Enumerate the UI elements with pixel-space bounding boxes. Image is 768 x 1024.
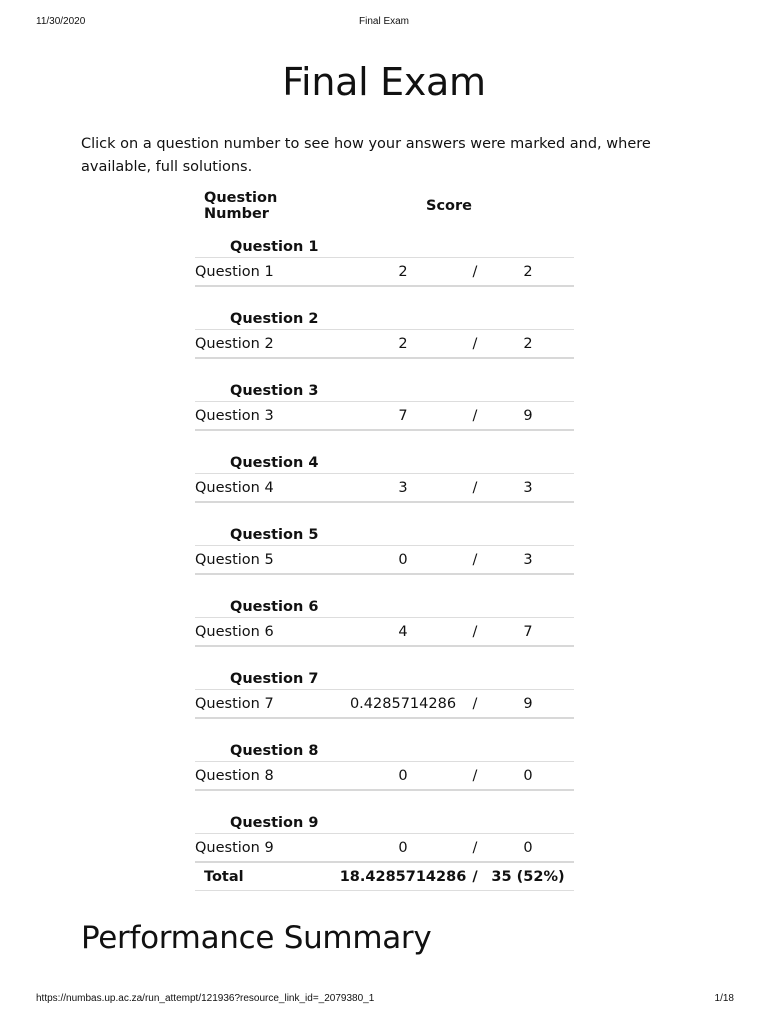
question-row[interactable] — [195, 618, 574, 647]
page-title: Final Exam — [282, 60, 486, 104]
column-header-question-number: Question Number — [204, 190, 278, 222]
question-row[interactable] — [195, 546, 574, 575]
total-slash: / — [468, 862, 482, 891]
score-separator: / — [468, 690, 482, 719]
question-score: 7 — [338, 402, 468, 431]
question-score: 0.4285714286 — [338, 690, 468, 719]
print-footer — [0, 993, 768, 1009]
score-separator: / — [468, 474, 482, 503]
question-group-row — [195, 430, 574, 474]
question-link[interactable]: Question 9 — [195, 834, 338, 863]
question-group-row — [195, 502, 574, 546]
question-group-row — [195, 286, 574, 330]
question-max-marks: 7 — [482, 618, 574, 647]
question-group-heading: Question 4 — [195, 430, 574, 474]
question-row[interactable] — [195, 834, 574, 863]
question-score: 3 — [338, 474, 468, 503]
score-separator: / — [468, 330, 482, 359]
question-link[interactable]: Question 4 — [195, 474, 338, 503]
question-score: 0 — [338, 834, 468, 863]
question-row[interactable] — [195, 402, 574, 431]
column-header-score: Score — [426, 198, 472, 214]
question-row[interactable] — [195, 258, 574, 287]
question-link[interactable]: Question 2 — [195, 330, 338, 359]
question-row[interactable] — [195, 762, 574, 791]
table-header-row — [195, 190, 574, 222]
question-score: 0 — [338, 762, 468, 791]
question-score: 4 — [338, 618, 468, 647]
question-link[interactable]: Question 1 — [195, 258, 338, 287]
print-url: https://numbas.up.ac.za/run_attempt/121936?resource_link_id=_2079380_1 — [36, 993, 375, 1004]
question-group-row — [195, 222, 574, 258]
question-score: 2 — [338, 258, 468, 287]
question-max-marks: 0 — [482, 834, 574, 863]
question-score: 0 — [338, 546, 468, 575]
question-max-marks: 9 — [482, 690, 574, 719]
question-link[interactable]: Question 5 — [195, 546, 338, 575]
question-max-marks: 3 — [482, 546, 574, 575]
print-page-title: Final Exam — [358, 16, 409, 27]
question-max-marks: 9 — [482, 402, 574, 431]
print-page-count: 1/18 — [714, 993, 734, 1004]
intro-text: Click on a question number to see how your answers were marked and, where available, full solutions. — [81, 136, 651, 175]
score-separator: / — [468, 402, 482, 431]
question-group-heading: Question 9 — [195, 790, 574, 834]
score-separator: / — [468, 762, 482, 791]
question-group-heading: Question 2 — [195, 286, 574, 330]
question-max-marks: 0 — [482, 762, 574, 791]
question-link[interactable]: Question 6 — [195, 618, 338, 647]
question-group-heading: Question 7 — [195, 646, 574, 690]
print-date: 11/30/2020 — [36, 16, 86, 27]
performance-summary-heading: Performance Summary — [81, 920, 432, 956]
question-group-row — [195, 646, 574, 690]
question-group-row — [195, 718, 574, 762]
question-group-heading: Question 5 — [195, 502, 574, 546]
question-row[interactable] — [195, 690, 574, 719]
question-score: 2 — [338, 330, 468, 359]
question-link[interactable]: Question 8 — [195, 762, 338, 791]
total-score: 18.4285714286 — [338, 862, 468, 891]
score-separator: / — [468, 834, 482, 863]
score-table-body — [195, 222, 574, 862]
question-max-marks: 2 — [482, 258, 574, 287]
question-row[interactable] — [195, 330, 574, 359]
question-group-heading: Question 8 — [195, 718, 574, 762]
question-group-row — [195, 358, 574, 402]
question-max-marks: 3 — [482, 474, 574, 503]
question-link[interactable]: Question 3 — [195, 402, 338, 431]
total-marks: 35 (52%) — [482, 862, 574, 891]
question-row[interactable] — [195, 474, 574, 503]
question-group-row — [195, 574, 574, 618]
print-header — [0, 16, 768, 32]
total-label: Total — [195, 862, 338, 891]
score-table — [195, 190, 574, 891]
question-group-heading: Question 1 — [195, 222, 574, 258]
score-separator: / — [468, 258, 482, 287]
question-link[interactable]: Question 7 — [195, 690, 338, 719]
total-row — [195, 862, 574, 891]
question-max-marks: 2 — [482, 330, 574, 359]
question-group-row — [195, 790, 574, 834]
score-separator: / — [468, 546, 482, 575]
score-separator: / — [468, 618, 482, 647]
question-group-heading: Question 6 — [195, 574, 574, 618]
question-group-heading: Question 3 — [195, 358, 574, 402]
